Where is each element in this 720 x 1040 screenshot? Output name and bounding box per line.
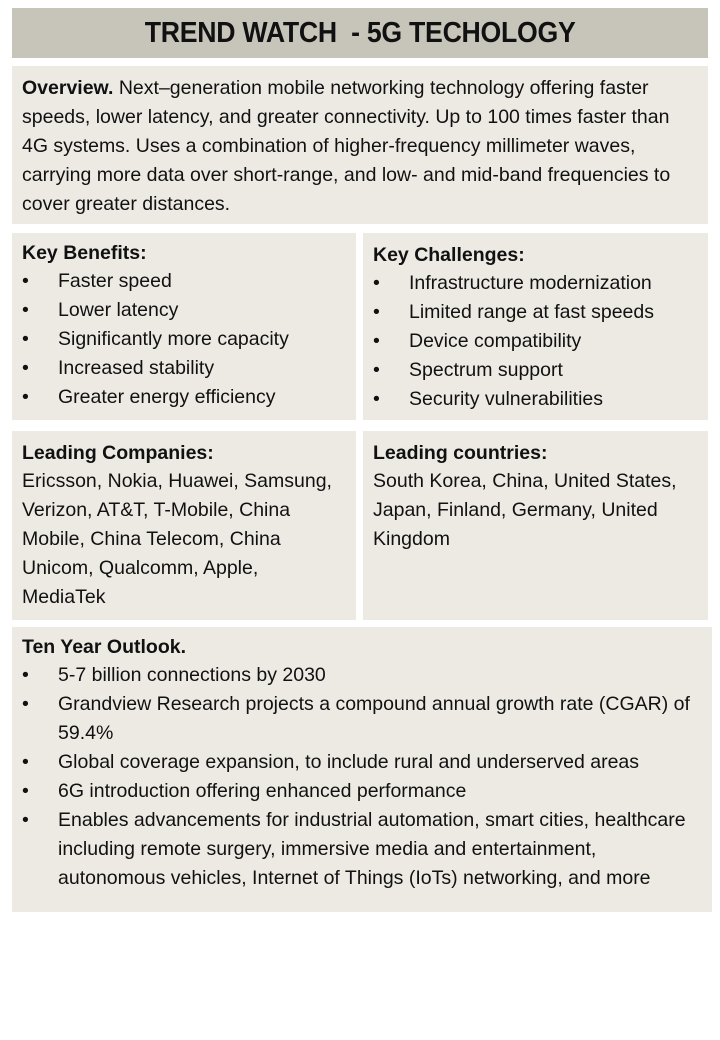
list-item — [373, 385, 698, 414]
list-item — [22, 777, 702, 806]
bullet-icon: • — [373, 301, 380, 323]
leading-countries-panel — [363, 431, 708, 620]
bullet-icon: • — [373, 330, 380, 352]
key-benefits-panel — [12, 233, 356, 420]
bullet-icon: • — [22, 751, 29, 773]
list-item-text: Limited range at fast speeds — [409, 301, 654, 323]
key-challenges-panel — [363, 233, 708, 420]
bullet-icon: • — [22, 780, 29, 802]
leading-companies-heading: Leading Companies: — [22, 442, 214, 464]
bullet-icon: • — [373, 359, 380, 381]
bullet-icon: • — [22, 299, 29, 321]
key-benefits-heading: Key Benefits: — [22, 242, 147, 264]
list-item — [22, 690, 702, 748]
bullet-icon: • — [22, 357, 29, 379]
title-bar — [12, 8, 708, 58]
list-item — [22, 267, 346, 296]
bullet-icon: • — [22, 270, 29, 292]
outlook-panel — [12, 627, 712, 912]
list-item-text: Significantly more capacity — [58, 328, 289, 350]
list-item-text: Lower latency — [58, 299, 179, 321]
list-item-text: Infrastructure modernization — [409, 272, 652, 294]
overview-paragraph — [22, 74, 698, 219]
page-title: TREND WATCH - 5G TECHOLOGY — [144, 16, 576, 49]
outlook-heading: Ten Year Outlook. — [22, 636, 186, 658]
list-item — [373, 356, 698, 385]
list-item — [22, 325, 346, 354]
list-item-text: Device compatibility — [409, 330, 582, 352]
bullet-icon: • — [22, 328, 29, 350]
overview-panel — [12, 66, 708, 224]
bullet-icon: • — [22, 386, 29, 408]
list-item — [22, 748, 702, 777]
list-item — [22, 296, 346, 325]
list-item — [22, 661, 702, 690]
leading-companies-text: Ericsson, Nokia, Huawei, Samsung, Verizon, AT&T, T-Mobile, China Mobile, China Telecom, China Unicom, Qualcomm, Apple, MediaTek — [22, 470, 332, 608]
list-item-text: 6G introduction offering enhanced performance — [58, 780, 467, 802]
bullet-icon: • — [22, 664, 29, 686]
leading-countries-text: South Korea, China, United States, Japan, Finland, Germany, United Kingdom — [373, 470, 677, 550]
key-challenges-heading: Key Challenges: — [373, 244, 525, 266]
list-item-text: Faster speed — [58, 270, 172, 292]
list-item — [373, 269, 698, 298]
list-item-text: Security vulnerabilities — [409, 388, 604, 410]
list-item-text: Grandview Research projects a compound annual growth rate (CGAR) of 59.4% — [58, 693, 690, 744]
list-item-text: Enables advancements for industrial automation, smart cities, healthcare including remote surgery, immersive media and entertainment, autonomous vehicles, Internet of Things (IoTs) networking, and more — [58, 809, 686, 889]
leading-companies-panel — [12, 431, 356, 620]
list-item — [22, 806, 702, 893]
list-item-text: Global coverage expansion, to include rural and underserved areas — [58, 751, 640, 773]
list-item-text: Spectrum support — [409, 359, 563, 381]
overview-label: Overview. — [22, 77, 114, 99]
bullet-icon: • — [373, 388, 380, 410]
list-item — [22, 383, 346, 412]
bullet-icon: • — [22, 809, 29, 831]
outlook-list — [22, 661, 702, 893]
list-item — [22, 354, 346, 383]
list-item — [373, 327, 698, 356]
list-item-text: 5-7 billion connections by 2030 — [58, 664, 326, 686]
list-item-text: Greater energy efficiency — [58, 386, 276, 408]
bullet-icon: • — [22, 693, 29, 715]
leading-countries-heading: Leading countries: — [373, 442, 548, 464]
bullet-icon: • — [373, 272, 380, 294]
key-benefits-list — [22, 267, 346, 412]
key-challenges-list — [373, 269, 698, 414]
list-item-text: Increased stability — [58, 357, 215, 379]
list-item — [373, 298, 698, 327]
overview-text: Next–generation mobile networking technology offering faster speeds, lower latency, and greater connectivity. Up to 100 times faster than 4G systems. Uses a combination of higher-frequency millimeter waves, carrying more data over short-range, and low- and mid-band frequencies to cover greater distances. — [22, 77, 671, 215]
